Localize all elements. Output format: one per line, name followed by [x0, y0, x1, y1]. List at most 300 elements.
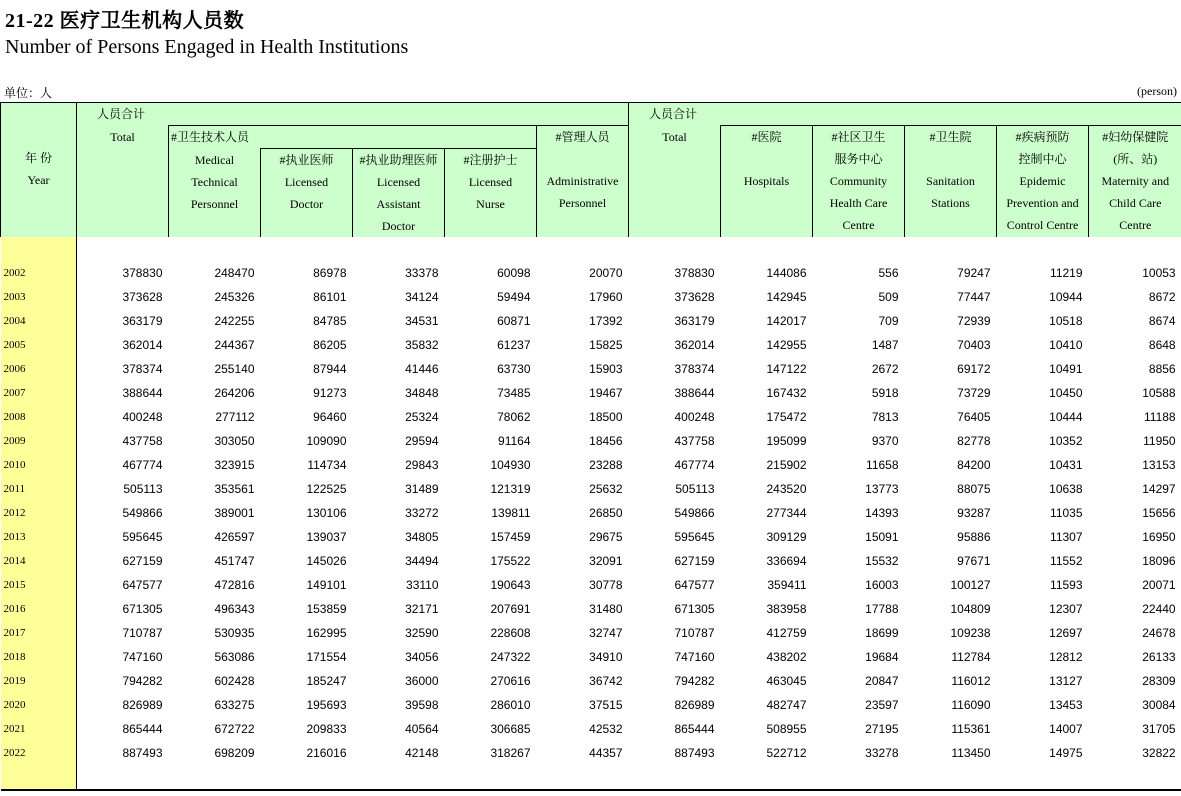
value-cell: 15532 — [865, 554, 899, 568]
value-cell: 32590 — [405, 626, 439, 640]
table-row — [1, 477, 1181, 501]
value-cell: 865444 — [77, 717, 169, 741]
table-row — [1, 549, 1181, 573]
value-cell: 31480 — [589, 602, 623, 616]
value-cell: 79247 — [957, 266, 991, 280]
value-cell: 242255 — [214, 314, 255, 328]
value-cell: 17392 — [589, 314, 623, 328]
value-cell: 887493 — [674, 746, 715, 760]
end-cell — [537, 765, 629, 790]
value-cell: 12307 — [1049, 602, 1083, 616]
header-chc-en1: Community — [829, 174, 888, 188]
value-cell: 647577 — [77, 573, 169, 597]
table-row — [1, 573, 1181, 597]
table-row — [1, 669, 1181, 693]
year-cell: 2003 — [1, 285, 77, 309]
value-cell: 61237 — [497, 338, 531, 352]
year-cell: 2008 — [1, 405, 77, 429]
end-cell — [1089, 765, 1181, 790]
value-cell: 467774 — [77, 453, 169, 477]
value-cell: 86205 — [313, 338, 347, 352]
year-cell: 2010 — [1, 453, 77, 477]
value-cell: 11593 — [1050, 578, 1083, 592]
value-cell: 378374 — [77, 357, 169, 381]
value-cell: 18699 — [865, 626, 899, 640]
end-cell — [353, 765, 445, 790]
value-cell: 100127 — [950, 578, 991, 592]
value-cell: 139811 — [491, 506, 531, 520]
value-cell: 10944 — [1049, 290, 1083, 304]
value-cell: 437758 — [674, 434, 715, 448]
value-cell: 12812 — [1049, 650, 1083, 664]
value-cell: 30778 — [589, 578, 623, 592]
value-cell: 26850 — [589, 506, 623, 520]
value-cell: 264206 — [214, 386, 255, 400]
value-cell: 10518 — [1049, 314, 1083, 328]
value-cell: 34848 — [405, 386, 439, 400]
header-asst-doctor-en1: Licensed — [376, 175, 421, 189]
header-total-group-cn: 人员合计 — [77, 103, 629, 126]
value-cell: 359411 — [767, 578, 807, 592]
value-cell: 747160 — [77, 645, 169, 669]
value-cell: 549866 — [77, 501, 169, 525]
value-cell: 8674 — [1148, 314, 1176, 328]
value-cell: 34910 — [589, 650, 623, 664]
value-cell: 109238 — [950, 626, 991, 640]
value-cell: 437758 — [77, 429, 169, 453]
value-cell: 76405 — [957, 410, 991, 424]
end-cell — [77, 765, 169, 790]
value-cell: 195693 — [306, 698, 347, 712]
value-cell: 363179 — [77, 309, 169, 333]
spacer-cell — [1089, 237, 1181, 261]
header-mch-cn2: (所、站) — [1113, 152, 1158, 166]
value-cell: 60871 — [497, 314, 531, 328]
table-row — [1, 597, 1181, 621]
value-cell: 17960 — [589, 290, 623, 304]
value-cell: 13773 — [865, 482, 899, 496]
spacer-cell — [77, 237, 169, 261]
value-cell: 887493 — [77, 741, 169, 765]
value-cell: 162995 — [306, 626, 347, 640]
year-cell: 2016 — [1, 597, 77, 621]
value-cell: 286010 — [490, 698, 531, 712]
spacer-row — [1, 237, 1181, 261]
value-cell: 865444 — [674, 722, 715, 736]
value-cell: 91273 — [313, 386, 347, 400]
value-cell: 23288 — [589, 458, 623, 472]
end-cell — [1, 765, 77, 790]
header-total2-group-cn: 人员合计 — [629, 103, 1181, 126]
header-cdc-en3: Control Centre — [1006, 218, 1079, 232]
value-cell: 363179 — [674, 314, 715, 328]
value-cell: 142945 — [766, 290, 807, 304]
header-year-en: Year — [27, 173, 50, 187]
header-cdc-cn1: #疾病预防 — [1015, 130, 1070, 144]
value-cell: 563086 — [214, 650, 255, 664]
spacer-cell — [813, 237, 905, 261]
value-cell: 34056 — [405, 650, 439, 664]
value-cell: 8856 — [1148, 362, 1176, 376]
value-cell: 22440 — [1142, 602, 1176, 616]
value-cell: 243520 — [766, 482, 807, 496]
value-cell: 96460 — [313, 410, 347, 424]
header-year-cn: 年 份 — [24, 151, 52, 165]
spacer-cell — [721, 237, 813, 261]
value-cell: 508955 — [766, 722, 807, 736]
value-cell: 309129 — [766, 530, 807, 544]
value-cell: 20070 — [589, 266, 623, 280]
value-cell: 32822 — [1142, 746, 1176, 760]
value-cell: 11219 — [1050, 266, 1083, 280]
value-cell: 69172 — [957, 362, 991, 376]
value-cell: 18096 — [1142, 554, 1176, 568]
value-cell: 505113 — [675, 482, 715, 496]
value-cell: 647577 — [674, 578, 715, 592]
header-cdc-en2: Prevention and — [1006, 196, 1079, 210]
value-cell: 82778 — [957, 434, 991, 448]
value-cell: 595645 — [674, 530, 715, 544]
header-cdc-en1: Epidemic — [1019, 174, 1066, 188]
value-cell: 10450 — [1049, 386, 1083, 400]
value-cell: 8672 — [1148, 290, 1176, 304]
spacer-cell — [905, 237, 997, 261]
header-chc-en3: Centre — [842, 218, 875, 232]
value-cell: 42148 — [405, 746, 439, 760]
value-cell: 78062 — [497, 410, 531, 424]
value-cell: 602428 — [214, 674, 255, 688]
table-row — [1, 261, 1181, 285]
value-cell: 209833 — [306, 722, 347, 736]
value-cell: 91164 — [498, 434, 531, 448]
header-nurse-en2: Nurse — [476, 197, 505, 211]
value-cell: 113450 — [951, 746, 991, 760]
value-cell: 14297 — [1142, 482, 1176, 496]
value-cell: 362014 — [77, 333, 169, 357]
year-cell: 2007 — [1, 381, 77, 405]
spacer-cell — [261, 237, 353, 261]
value-cell: 383958 — [766, 602, 807, 616]
value-cell: 353561 — [214, 482, 255, 496]
value-cell: 530935 — [214, 626, 255, 640]
year-cell: 2020 — [1, 693, 77, 717]
spacer-cell — [997, 237, 1089, 261]
value-cell: 378830 — [77, 261, 169, 285]
value-cell: 31489 — [405, 482, 439, 496]
end-row — [1, 765, 1181, 790]
value-cell: 175472 — [766, 410, 807, 424]
value-cell: 72939 — [957, 314, 991, 328]
value-cell: 44357 — [589, 746, 623, 760]
value-cell: 70403 — [957, 338, 991, 352]
header-sanit-cn: #卫生院 — [929, 130, 972, 144]
value-cell: 318267 — [490, 746, 531, 760]
value-cell: 32171 — [405, 602, 439, 616]
value-cell: 93287 — [957, 506, 991, 520]
end-cell — [261, 765, 353, 790]
value-cell: 11035 — [1050, 506, 1083, 520]
table-row — [1, 645, 1181, 669]
spacer-cell — [169, 237, 261, 261]
end-cell — [445, 765, 537, 790]
value-cell: 10638 — [1049, 482, 1083, 496]
value-cell: 14393 — [865, 506, 899, 520]
value-cell: 27195 — [865, 722, 899, 736]
value-cell: 121319 — [490, 482, 531, 496]
value-cell: 207691 — [490, 602, 531, 616]
value-cell: 11188 — [1144, 410, 1176, 424]
header-med-tech-en1: Medical — [194, 152, 235, 167]
value-cell: 10491 — [1049, 362, 1083, 376]
value-cell: 9370 — [871, 434, 899, 448]
value-cell: 794282 — [77, 669, 169, 693]
value-cell: 26133 — [1142, 650, 1176, 664]
value-cell: 15825 — [589, 338, 623, 352]
year-cell: 2004 — [1, 309, 77, 333]
value-cell: 496343 — [214, 602, 255, 616]
value-cell: 11307 — [1050, 530, 1083, 544]
header-cdc-cn2: 控制中心 — [1018, 152, 1067, 166]
value-cell: 104809 — [950, 602, 991, 616]
value-cell: 18456 — [589, 434, 623, 448]
header-asst-doctor-cn: #执业助理医师 — [359, 153, 438, 167]
value-cell: 378374 — [674, 362, 715, 376]
end-cell — [813, 765, 905, 790]
header-admin-en2: Personnel — [558, 196, 607, 210]
value-cell: 36000 — [405, 674, 439, 688]
value-cell: 12697 — [1049, 626, 1083, 640]
value-cell: 255140 — [214, 362, 255, 376]
header-chc-cn2: 服务中心 — [834, 152, 883, 166]
spacer-cell — [445, 237, 537, 261]
table-row — [1, 693, 1181, 717]
value-cell: 147122 — [766, 362, 807, 376]
value-cell: 19467 — [589, 386, 623, 400]
header-chc-en2: Health Care — [829, 196, 888, 210]
value-cell: 19684 — [865, 650, 899, 664]
value-cell: 29675 — [589, 530, 623, 544]
header-chc-cn1: #社区卫生 — [831, 130, 886, 144]
value-cell: 5918 — [871, 386, 899, 400]
end-cell — [629, 765, 721, 790]
value-cell: 482747 — [766, 698, 807, 712]
value-cell: 15903 — [589, 362, 623, 376]
value-cell: 671305 — [77, 597, 169, 621]
value-cell: 14975 — [1049, 746, 1083, 760]
header-sanit-en2: Stations — [931, 196, 970, 210]
value-cell: 20847 — [865, 674, 899, 688]
value-cell: 175522 — [490, 554, 531, 568]
value-cell: 412759 — [766, 626, 807, 640]
value-cell: 10352 — [1049, 434, 1083, 448]
value-cell: 25632 — [589, 482, 623, 496]
table-row — [1, 381, 1181, 405]
value-cell: 115361 — [951, 722, 991, 736]
table-row — [1, 357, 1181, 381]
spacer-cell — [629, 237, 721, 261]
table-row — [1, 333, 1181, 357]
value-cell: 505113 — [77, 477, 169, 501]
header-sanit-en1: Sanitation — [926, 174, 975, 188]
value-cell: 400248 — [77, 405, 169, 429]
value-cell: 34805 — [405, 530, 439, 544]
header-nurse-cn: #注册护士 — [463, 153, 518, 167]
value-cell: 59494 — [497, 290, 531, 304]
value-cell: 270616 — [490, 674, 531, 688]
value-cell: 11950 — [1143, 434, 1176, 448]
value-cell: 112784 — [951, 650, 991, 664]
value-cell: 389001 — [214, 506, 255, 520]
value-cell: 595645 — [77, 525, 169, 549]
value-cell: 77447 — [957, 290, 991, 304]
value-cell: 114734 — [307, 458, 347, 472]
header-mch-en1: Maternity and — [1101, 174, 1170, 188]
value-cell: 195099 — [766, 434, 807, 448]
year-cell: 2015 — [1, 573, 77, 597]
table-row — [1, 429, 1181, 453]
value-cell: 139037 — [306, 530, 347, 544]
year-cell: 2002 — [1, 261, 77, 285]
value-cell: 35832 — [405, 338, 439, 352]
header-total-en: Total — [110, 129, 135, 144]
value-cell: 16950 — [1142, 530, 1176, 544]
value-cell: 86978 — [313, 266, 347, 280]
value-cell: 25324 — [405, 410, 439, 424]
value-cell: 388644 — [77, 381, 169, 405]
header-total2-en: Total — [662, 129, 687, 144]
value-cell: 122525 — [306, 482, 347, 496]
value-cell: 248470 — [214, 266, 255, 280]
value-cell: 60098 — [497, 266, 531, 280]
value-cell: 671305 — [674, 602, 715, 616]
value-cell: 190643 — [490, 578, 531, 592]
value-cell: 16003 — [865, 578, 899, 592]
year-cell: 2017 — [1, 621, 77, 645]
table-row — [1, 501, 1181, 525]
header-lic-doctor-en2: Doctor — [289, 197, 324, 211]
end-cell — [721, 765, 813, 790]
value-cell: 109090 — [306, 434, 347, 448]
value-cell: 10053 — [1142, 266, 1176, 280]
value-cell: 556 — [878, 266, 899, 280]
header-hosp-cn: #医院 — [751, 130, 782, 144]
value-cell: 145026 — [306, 554, 347, 568]
header-mch-cn1: #妇幼保健院 — [1102, 130, 1169, 144]
value-cell: 142017 — [766, 314, 807, 328]
value-cell: 336694 — [766, 554, 807, 568]
value-cell: 116090 — [951, 698, 991, 712]
value-cell: 84200 — [957, 458, 991, 472]
value-cell: 627159 — [77, 549, 169, 573]
header-med-tech-en2: Technical — [191, 174, 238, 189]
table-row — [1, 621, 1181, 645]
value-cell: 710787 — [77, 621, 169, 645]
spacer-cell — [537, 237, 629, 261]
header-med-tech-cn: #卫生技术人员 — [169, 126, 537, 149]
value-cell: 23597 — [865, 698, 899, 712]
value-cell: 13153 — [1142, 458, 1176, 472]
value-cell: 388644 — [674, 386, 715, 400]
value-cell: 28309 — [1142, 674, 1176, 688]
value-cell: 245326 — [214, 290, 255, 304]
value-cell: 277344 — [766, 506, 807, 520]
value-cell: 30084 — [1142, 698, 1176, 712]
value-cell: 672722 — [214, 722, 255, 736]
value-cell: 747160 — [674, 650, 715, 664]
value-cell: 794282 — [674, 674, 715, 688]
value-cell: 15656 — [1142, 506, 1176, 520]
value-cell: 29594 — [405, 434, 439, 448]
value-cell: 37515 — [589, 698, 623, 712]
value-cell: 10410 — [1049, 338, 1083, 352]
value-cell: 11658 — [866, 458, 899, 472]
value-cell: 438202 — [766, 650, 807, 664]
value-cell: 323915 — [214, 458, 255, 472]
value-cell: 633275 — [214, 698, 255, 712]
year-cell: 2009 — [1, 429, 77, 453]
value-cell: 97671 — [957, 554, 991, 568]
year-cell: 2019 — [1, 669, 77, 693]
value-cell: 627159 — [674, 554, 715, 568]
value-cell: 34531 — [405, 314, 439, 328]
table-row — [1, 405, 1181, 429]
value-cell: 95886 — [957, 530, 991, 544]
value-cell: 709 — [878, 314, 899, 328]
header-lic-doctor-en1: Licensed — [284, 175, 329, 189]
value-cell: 84785 — [313, 314, 347, 328]
value-cell: 467774 — [674, 458, 715, 472]
value-cell: 116012 — [951, 674, 991, 688]
value-cell: 33378 — [405, 266, 439, 280]
table-row — [1, 525, 1181, 549]
value-cell: 33278 — [865, 746, 899, 760]
value-cell: 33110 — [406, 578, 439, 592]
value-cell: 10444 — [1049, 410, 1083, 424]
table-row — [1, 309, 1181, 333]
value-cell: 40564 — [405, 722, 439, 736]
value-cell: 185247 — [306, 674, 347, 688]
value-cell: 216016 — [306, 746, 347, 760]
value-cell: 130106 — [306, 506, 347, 520]
value-cell: 472816 — [214, 578, 255, 592]
value-cell: 86101 — [313, 290, 347, 304]
value-cell: 29843 — [405, 458, 439, 472]
value-cell: 710787 — [674, 626, 715, 640]
value-cell: 277112 — [215, 410, 255, 424]
end-cell — [169, 765, 261, 790]
value-cell: 378830 — [674, 266, 715, 280]
year-cell: 2021 — [1, 717, 77, 741]
value-cell: 306685 — [490, 722, 531, 736]
unit-label-en: (person) — [1137, 84, 1177, 98]
table-row — [1, 717, 1181, 741]
value-cell: 157459 — [490, 530, 531, 544]
value-cell: 244367 — [214, 338, 255, 352]
table-subtitle: Number of Persons Engaged in Health Institutions — [5, 36, 409, 58]
value-cell: 362014 — [674, 338, 715, 352]
year-cell: 2022 — [1, 741, 77, 765]
value-cell: 509 — [878, 290, 899, 304]
header-med-tech-en3: Personnel — [190, 196, 239, 211]
header-hosp-en: Hospitals — [743, 174, 790, 188]
value-cell: 39598 — [405, 698, 439, 712]
table-title: 21-22 医疗卫生机构人员数 — [5, 10, 245, 32]
value-cell: 826989 — [77, 693, 169, 717]
spacer-cell — [353, 237, 445, 261]
year-cell: 2014 — [1, 549, 77, 573]
header-nurse-en1: Licensed — [468, 175, 513, 189]
header-asst-doctor-en3: Doctor — [381, 219, 416, 233]
